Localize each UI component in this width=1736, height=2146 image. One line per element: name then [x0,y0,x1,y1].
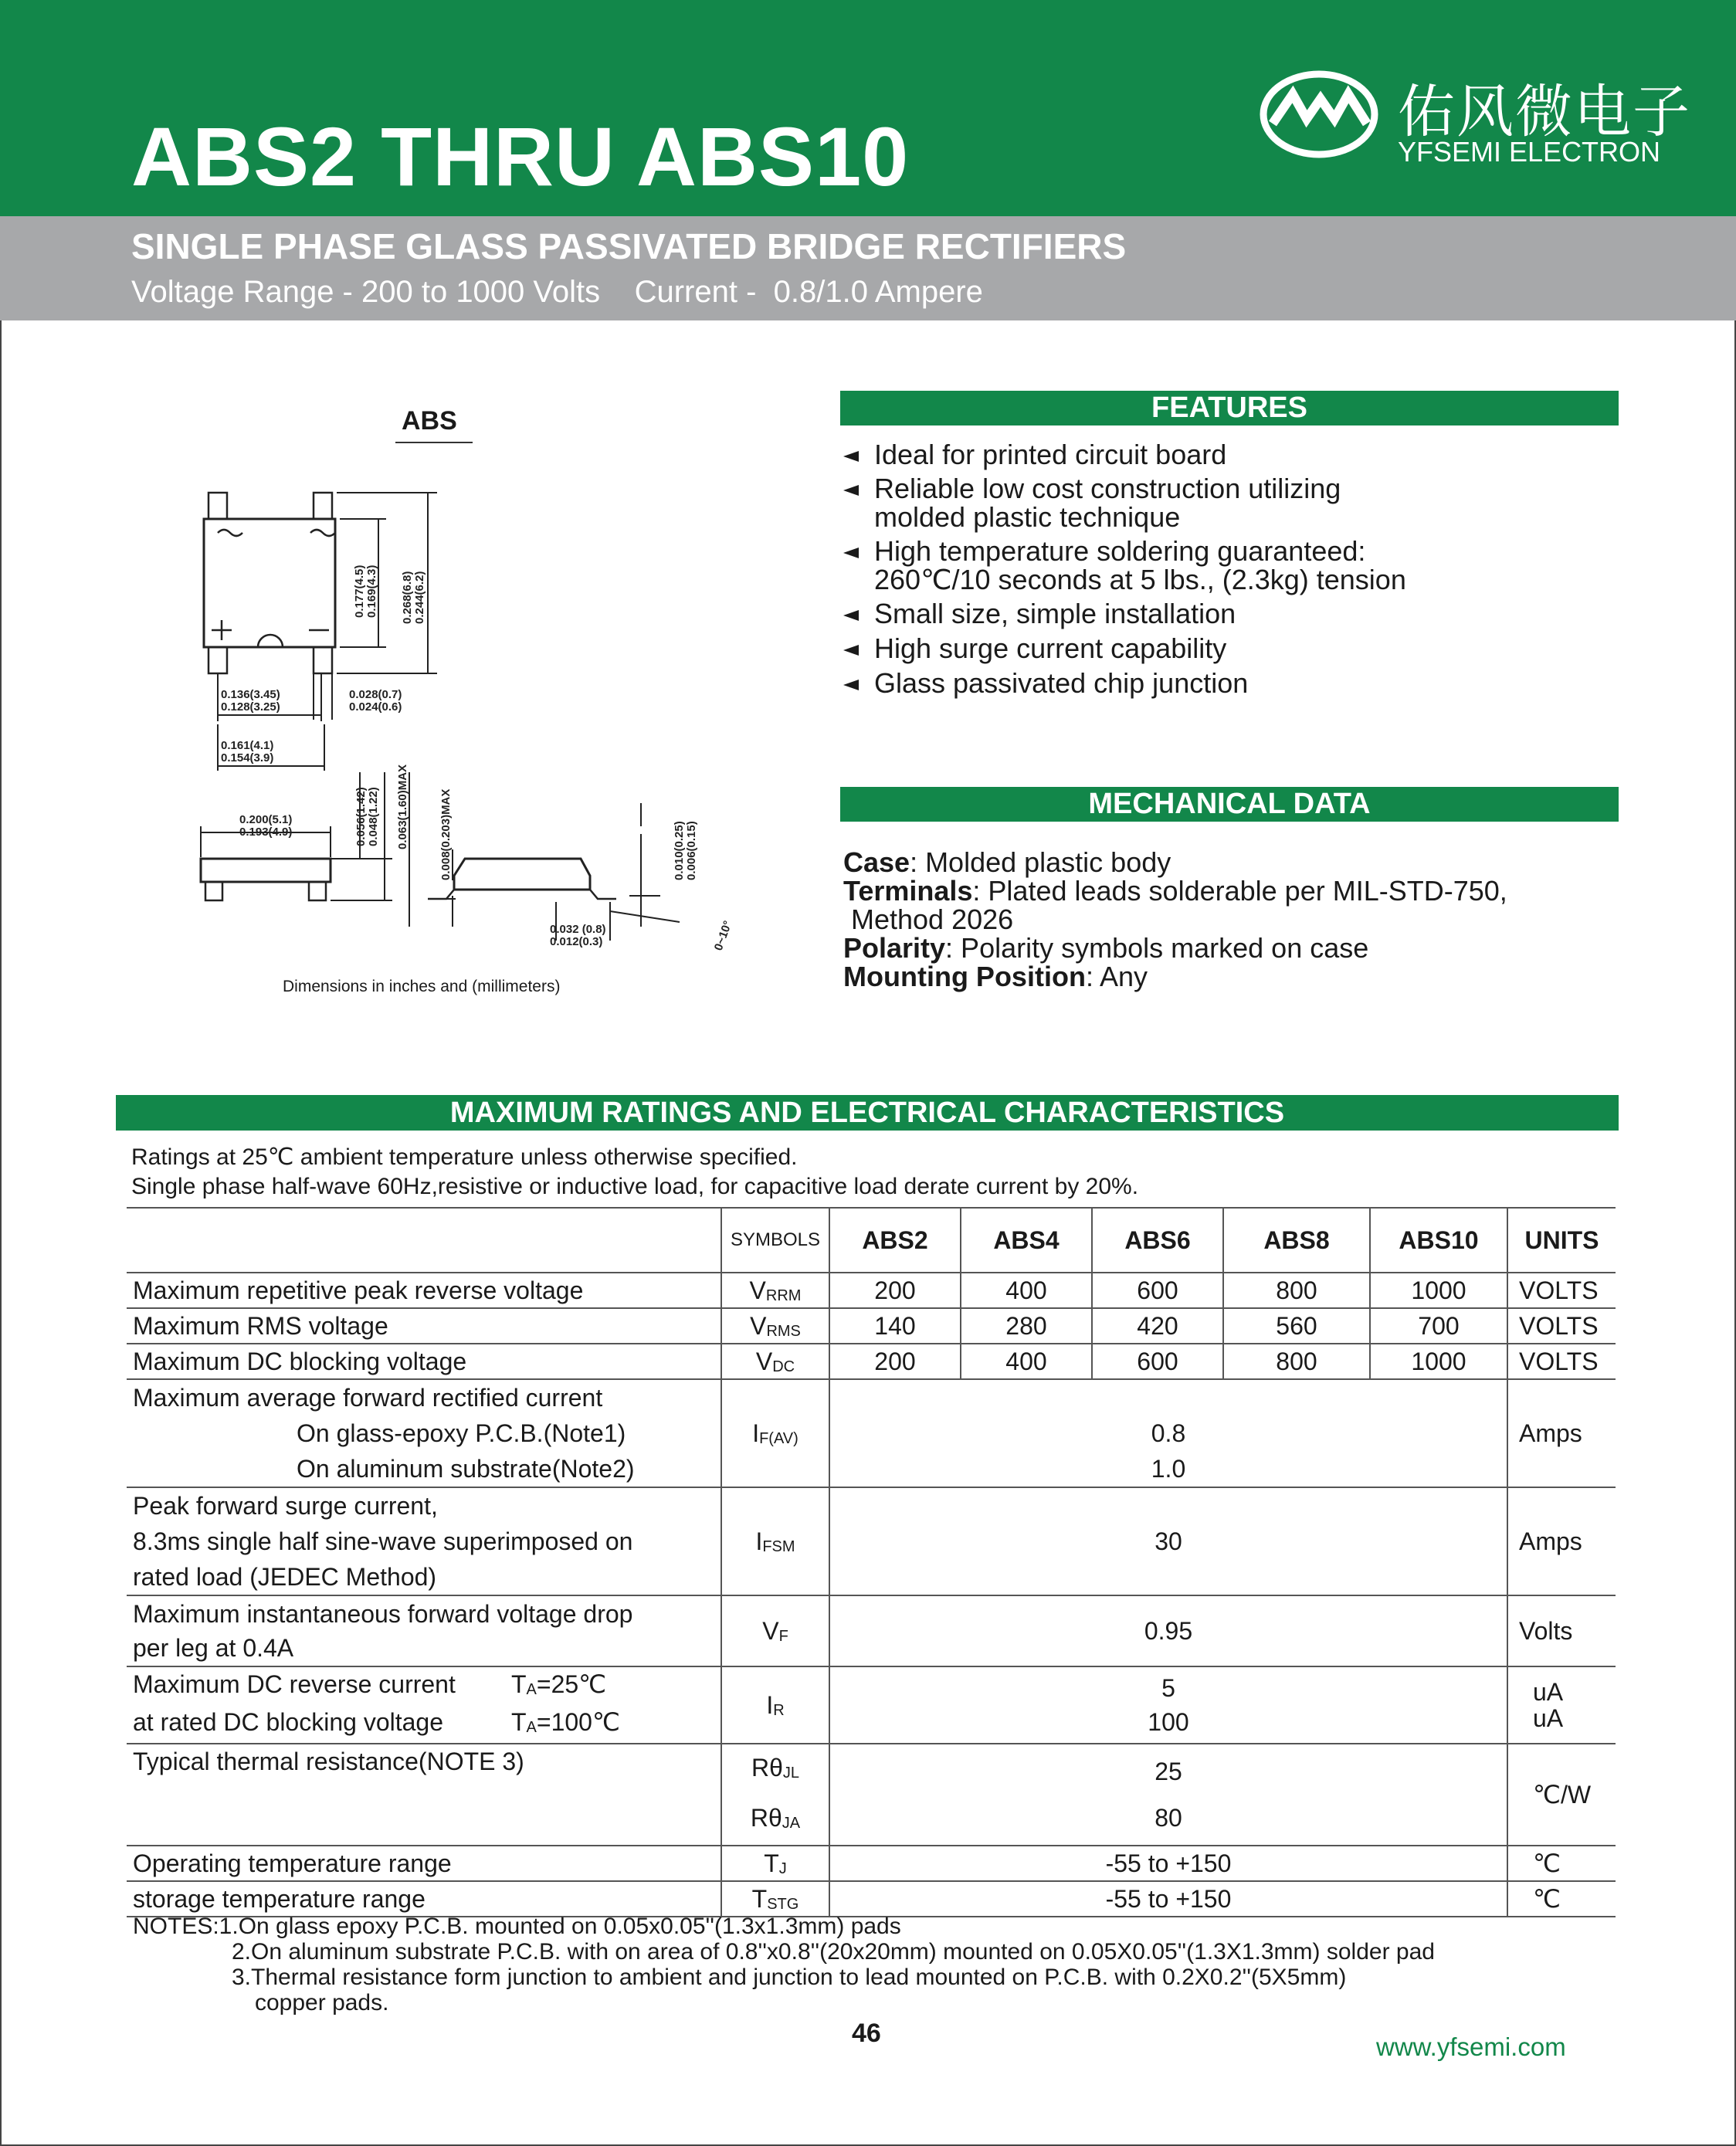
dim-foot: 0.032 (0.8) [550,923,606,936]
dim-thickness-min: 0.048(1.22) [367,787,380,846]
dim-outer-height: 0.268(6.8) [401,571,414,624]
col-units: UNITS [1507,1208,1616,1273]
dim-thickness: 0.056(1.42) [354,787,368,846]
dim-thickness-max: 0.063(1.60)MAX [396,764,409,849]
dim-length-min: 0.193(4.9) [239,826,293,839]
logo-chinese-name: 佑风微电子 [1398,79,1691,145]
mech-terminals: Terminals: Plated leads solderable per MIL-STD-750, [843,875,1507,907]
feature-item: High temperature soldering guaranteed: 260℃/10 seconds at 5 lbs., (2.3kg) tension [840,537,1406,594]
dim-lead-width: 0.028(0.7) [349,688,402,701]
header-band [0,0,1736,216]
condition-temperature: Ratings at 25℃ ambient temperature unless otherwise specified. [131,1144,798,1170]
table-row: Operating temperature range $T_J$ -55 to +150 ℃ [127,1846,1616,1881]
features-heading: FEATURES [840,391,1619,425]
dim-length: 0.200(5.1) [239,813,293,826]
dim-lead-thickness: 0.010(0.25) [673,821,686,880]
dim-foot-min: 0.012(0.3) [550,935,603,948]
page-title: ABS2 THRU ABS10 [131,110,910,203]
company-logo [1259,68,1736,184]
table-row: Typical thermal resistance(NOTE 3) $R\theta_{JL}$ $R\theta_{JA}$ 25 80 ℃/W [127,1744,1616,1846]
col-abs8: ABS8 [1223,1208,1370,1273]
features-list [840,440,1406,703]
rating-conditions [131,1143,1138,1202]
dim-body-width: 0.136(3.45) [221,688,280,701]
ratings-heading: MAXIMUM RATINGS AND ELECTRICAL CHARACTERISTICS [116,1095,1619,1131]
mech-terminals-method: Method 2026 [843,903,1014,935]
dim-lead-width-min: 0.024(0.6) [349,700,402,714]
note-3: 3.Thermal resistance form junction to ambient and junction to lead mounted on P.C.B. with 0.2X0.2''(5X5mm) [232,1965,1347,1990]
dim-outer-height-min: 0.244(6.2) [413,571,426,624]
table-row: storage temperature range $T_{STG}$ -55 to +150 ℃ [127,1881,1616,1917]
dim-angle: 0~10° [711,919,735,953]
feature-item: Ideal for printed circuit board [840,440,1406,469]
table-row: Maximum RMS voltage $V_{RMS}$ 140 280 420 560 700 VOLTS [127,1308,1616,1344]
dim-inner-height: 0.177(4.5) [353,564,366,618]
table-row: Peak forward surge current, 8.3ms single half sine-wave superimposed on rated load (JEDEC Method) $I_{FSM}$ 30 Amps [127,1487,1616,1595]
dimensions-note: Dimensions in inches and (millimeters) [283,978,561,995]
mech-polarity: Polarity: Polarity symbols marked on case [843,932,1369,964]
condition-load: Single phase half-wave 60Hz,resistive or inductive load, for capacitive load derate current by 20%. [131,1174,1139,1199]
page-number: 46 [852,2019,881,2048]
table-row: Maximum average forward rectified current On glass-epoxy P.C.B.(Note1) On aluminum substrate(Note2) $I_{F(AV)}$ 0.8 1.0 Amps [127,1379,1616,1487]
notes [133,1914,1435,2015]
package-drawing [178,463,795,1004]
table-row: Maximum instantaneous forward voltage drop per leg at 0.4A $V_F$ 0.95 Volts [127,1595,1616,1666]
feature-item: Reliable low cost construction utilizing molded plastic technique [840,474,1406,531]
table-row: Maximum DC reverse current $T_A=25℃$ at rated DC blocking voltage $T_A=100℃$ $I_R$ 5 100 uA uA [127,1666,1616,1744]
dim-pitch: 0.161(4.1) [221,739,274,752]
table-row: Maximum DC blocking voltage $V_{DC}$ 200 400 600 800 1000 VOLTS [127,1344,1616,1379]
dim-inner-height-min: 0.169(4.3) [365,564,378,618]
note-2: 2.On aluminum substrate P.C.B. with on area of 0.8''x0.8''(20x20mm) mounted on 0.05X0.05''(1.3X1.3mm) solder pad [232,1939,1435,1965]
col-abs4: ABS4 [961,1208,1092,1273]
feature-item: High surge current capability [840,634,1406,663]
table-header-row [127,1208,1616,1273]
dim-standoff-max: 0.008(0.203)MAX [439,788,453,880]
logo-english-name: YFSEMI ELECTRON [1398,136,1661,168]
ratings-table [127,1207,1616,1917]
website-link[interactable]: www.yfsemi.com [1376,2032,1566,2061]
mechanical-data [843,848,1507,991]
mech-mounting: Mounting Position: Any [843,961,1148,992]
dim-pitch-min: 0.154(3.9) [221,751,274,764]
feature-item: Small size, simple installation [840,599,1406,628]
side-body [201,859,331,882]
package-title: ABS [402,406,457,436]
dim-body-width-min: 0.128(3.25) [221,700,280,714]
mechanical-heading: MECHANICAL DATA [840,787,1619,822]
subtitle: SINGLE PHASE GLASS PASSIVATED BRIDGE RECTIFIERS [131,226,1127,266]
col-abs6: ABS6 [1092,1208,1223,1273]
col-symbols: SYMBOLS [721,1208,829,1273]
note-3-continued: copper pads. [255,1990,389,2015]
package-title-underline [395,442,473,443]
voltage-current-range: Voltage Range - 200 to 1000 Volts Current - 0.8/1.0 Ampere [131,275,983,309]
feature-item: Glass passivated chip junction [840,669,1406,697]
note-1: NOTES:1.On glass epoxy P.C.B. mounted on 0.05x0.05''(1.3x1.3mm) pads [133,1914,901,1939]
logo-mark-icon [1259,68,1382,161]
mech-case: Case: Molded plastic body [843,846,1171,878]
col-abs2: ABS2 [829,1208,961,1273]
col-abs10: ABS10 [1370,1208,1507,1273]
body-outline [204,519,335,647]
table-row: Maximum repetitive peak reverse voltage $V_{RRM}$ 200 400 600 800 1000 VOLTS [127,1273,1616,1308]
dim-lead-thickness-min: 0.006(0.15) [685,821,698,880]
